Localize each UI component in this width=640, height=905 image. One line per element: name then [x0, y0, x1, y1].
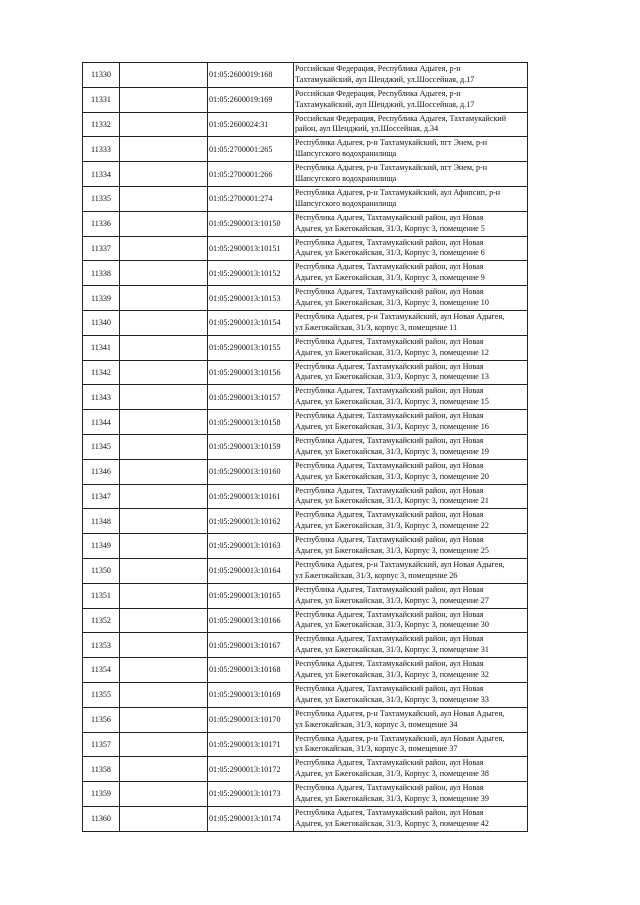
row-number-cell: 11333 [83, 137, 120, 162]
empty-cell [120, 63, 208, 88]
row-number-cell: 11332 [83, 112, 120, 137]
address-line: Адыгея, ул Бжегокайская, 31/3, Корпус 3, помещение 27 [295, 595, 489, 605]
row-number-cell: 11336 [83, 211, 120, 236]
cadastral-number-cell: 01:05:2900013:10160 [208, 459, 294, 484]
table-row [83, 63, 528, 88]
cadastral-number-cell: 01:05:2900013:10158 [208, 410, 294, 435]
cadastral-number-cell: 01:05:2900013:10166 [208, 608, 294, 633]
row-number-cell: 11357 [83, 732, 120, 757]
empty-cell [120, 360, 208, 385]
cadastral-number-cell: 01:05:2900013:10169 [208, 682, 294, 707]
empty-cell [120, 137, 208, 162]
address-line: Республика Адыгея, р-н Тахтамукайский, аул Новая Адыгея, [295, 312, 505, 322]
address-line: Республика Адыгея, р-н Тахтамукайский, аул Новая Адыгея, [295, 560, 505, 570]
address-cell [294, 707, 528, 732]
address-cell [294, 286, 528, 311]
row-number-cell: 11330 [83, 63, 120, 88]
cadastral-number-cell: 01:05:2900013:10173 [208, 782, 294, 807]
address-line: Республика Адыгея, Тахтамукайский район, аул Новая [295, 510, 484, 520]
row-number-cell: 11340 [83, 310, 120, 335]
address-line: Республика Адыгея, Тахтамукайский район, аул Новая [295, 287, 484, 297]
address-line: Адыгея, ул Бжегокайская, 31/3, Корпус 3, помещение 31 [295, 645, 489, 655]
address-line: Республика Адыгея, Тахтамукайский район, аул Новая [295, 634, 484, 644]
address-line: Российская Федерация, Республика Адыгея, Тахтамукайский [295, 113, 507, 123]
row-number-cell: 11353 [83, 633, 120, 658]
address-line: Российская Федерация, Республика Адыгея, р-н [295, 64, 461, 74]
address-line: Республика Адыгея, Тахтамукайский район, аул Новая [295, 783, 484, 793]
address-line: Адыгея, ул Бжегокайская, 31/3, Корпус 3, помещение 9 [295, 273, 485, 283]
address-line: Республика Адыгея, Тахтамукайский район, аул Новая [295, 361, 484, 371]
cadastral-number-cell: 01:05:2900013:10155 [208, 335, 294, 360]
empty-cell [120, 534, 208, 559]
address-cell [294, 484, 528, 509]
address-cell [294, 137, 528, 162]
address-cell [294, 335, 528, 360]
address-line: Республика Адыгея, р-н Тахтамукайский, пгт Энем, р-н [295, 138, 488, 148]
address-line: Республика Адыгея, р-н Тахтамукайский, аул Новая Адыгея, [295, 708, 505, 718]
table-row [83, 87, 528, 112]
address-line: Шапсугского водохранилища [295, 149, 397, 159]
table-row [83, 137, 528, 162]
row-number-cell: 11331 [83, 87, 120, 112]
cadastral-number-cell: 01:05:2900013:10161 [208, 484, 294, 509]
empty-cell [120, 211, 208, 236]
row-number-cell: 11350 [83, 558, 120, 583]
table-row [83, 385, 528, 410]
address-line: Адыгея, ул Бжегокайская, 31/3, Корпус 3, помещение 10 [295, 298, 489, 308]
address-line: Республика Адыгея, Тахтамукайский район, аул Новая [295, 436, 484, 446]
row-number-cell: 11351 [83, 583, 120, 608]
address-cell [294, 782, 528, 807]
address-line: Адыгея, ул Бжегокайская, 31/3, Корпус 3, помещение 39 [295, 794, 489, 803]
cadastral-number-cell: 01:05:2700001:265 [208, 137, 294, 162]
address-cell [294, 211, 528, 236]
table-row [83, 186, 528, 211]
cadastral-number-cell: 01:05:2900013:10168 [208, 658, 294, 683]
table-row [83, 261, 528, 286]
empty-cell [120, 87, 208, 112]
row-number-cell: 11348 [83, 509, 120, 534]
table-row [83, 162, 528, 187]
address-line: ул Бжегокайская, 31/3, корпус 3, помещение 11 [295, 322, 458, 332]
cadastral-number-cell: 01:05:2900013:10150 [208, 211, 294, 236]
row-number-cell: 11345 [83, 434, 120, 459]
row-number-cell: 11359 [83, 782, 120, 807]
empty-cell [120, 707, 208, 732]
cadastral-number-cell: 01:05:2700001:274 [208, 186, 294, 211]
address-line: Республика Адыгея, Тахтамукайский район, аул Новая [295, 659, 484, 669]
address-line: Адыгея, ул Бжегокайская, 31/3, Корпус 3, помещение 20 [295, 471, 489, 481]
table-row [83, 112, 528, 137]
row-number-cell: 11339 [83, 286, 120, 311]
address-cell [294, 162, 528, 187]
address-cell [294, 112, 528, 137]
empty-cell [120, 484, 208, 509]
empty-cell [120, 682, 208, 707]
empty-cell [120, 385, 208, 410]
cadastral-number-cell: 01:05:2600019:168 [208, 63, 294, 88]
empty-cell [120, 558, 208, 583]
address-cell [294, 608, 528, 633]
address-line: Адыгея, ул Бжегокайская, 31/3, Корпус 3, помещение 5 [295, 223, 485, 233]
cadastral-number-cell: 01:05:2600019:169 [208, 87, 294, 112]
address-line: Адыгея, ул Бжегокайская, 31/3, Корпус 3, помещение 30 [295, 620, 489, 630]
cadastral-number-cell: 01:05:2700001:266 [208, 162, 294, 187]
address-line: Республика Адыгея, Тахтамукайский район, аул Новая [295, 212, 484, 222]
address-cell [294, 63, 528, 88]
address-line: Российская Федерация, Республика Адыгея, р-н [295, 88, 461, 98]
row-number-cell: 11358 [83, 757, 120, 782]
address-line: Адыгея, ул Бжегокайская, 31/3, Корпус 3, помещение 19 [295, 446, 489, 456]
empty-cell [120, 658, 208, 683]
address-cell [294, 583, 528, 608]
address-line: Республика Адыгея, Тахтамукайский район, аул Новая [295, 411, 484, 421]
row-number-cell: 11343 [83, 385, 120, 410]
empty-cell [120, 186, 208, 211]
row-number-cell: 11354 [83, 658, 120, 683]
empty-cell [120, 732, 208, 757]
table-row [83, 732, 528, 757]
address-line: Республика Адыгея, Тахтамукайский район, аул Новая [295, 808, 484, 817]
empty-cell [120, 633, 208, 658]
cadastral-number-cell: 01:05:2900013:10170 [208, 707, 294, 732]
address-cell [294, 410, 528, 435]
address-line: ул Бжегокайская, 31/3, корпус 3, помещение 37 [295, 744, 458, 754]
table-row [83, 757, 528, 782]
address-line: Адыгея, ул Бжегокайская, 31/3, Корпус 3, помещение 38 [295, 769, 489, 779]
row-number-cell: 11360 [83, 806, 120, 831]
table-row [83, 534, 528, 559]
address-cell [294, 87, 528, 112]
address-cell [294, 633, 528, 658]
cadastral-number-cell: 01:05:2600024:31 [208, 112, 294, 137]
address-line: Адыгея, ул Бжегокайская, 31/3, Корпус 3, помещение 6 [295, 248, 485, 258]
empty-cell [120, 286, 208, 311]
address-cell [294, 360, 528, 385]
address-line: Шапсугского водохранилища [295, 198, 397, 208]
table-row [83, 434, 528, 459]
table-row [83, 707, 528, 732]
address-line: Республика Адыгея, Тахтамукайский район, аул Новая [295, 684, 484, 694]
cadastral-number-cell: 01:05:2900013:10162 [208, 509, 294, 534]
table-row [83, 608, 528, 633]
empty-cell [120, 806, 208, 831]
document-page [82, 62, 527, 832]
address-line: район, аул Шенджий, ул.Шоссейная, д.34 [295, 124, 439, 134]
empty-cell [120, 509, 208, 534]
cadastral-number-cell: 01:05:2900013:10157 [208, 385, 294, 410]
address-line: ул Бжегокайская, 31/3, корпус 3, помещение 26 [295, 570, 458, 580]
table-row [83, 360, 528, 385]
empty-cell [120, 310, 208, 335]
row-number-cell: 11342 [83, 360, 120, 385]
address-line: Республика Адыгея, р-н Тахтамукайский, пгт Энем, р-н [295, 163, 488, 173]
empty-cell [120, 434, 208, 459]
row-number-cell: 11347 [83, 484, 120, 509]
table-row [83, 310, 528, 335]
table-row [83, 633, 528, 658]
address-cell [294, 310, 528, 335]
address-cell [294, 459, 528, 484]
cadastral-number-cell: 01:05:2900013:10151 [208, 236, 294, 261]
row-number-cell: 11346 [83, 459, 120, 484]
table-row [83, 583, 528, 608]
address-cell [294, 434, 528, 459]
address-cell [294, 236, 528, 261]
address-line: Адыгея, ул Бжегокайская, 31/3, Корпус 3, помещение 12 [295, 347, 489, 357]
address-line: Республика Адыгея, р-н Тахтамукайский, аул Афипсип, р-н [295, 188, 501, 198]
address-line: Адыгея, ул Бжегокайская, 31/3, Корпус 3, помещение 25 [295, 546, 489, 556]
address-cell [294, 558, 528, 583]
table-row [83, 782, 528, 807]
address-cell [294, 757, 528, 782]
address-cell [294, 509, 528, 534]
row-number-cell: 11338 [83, 261, 120, 286]
empty-cell [120, 757, 208, 782]
address-line: Республика Адыгея, р-н Тахтамукайский, аул Новая Адыгея, [295, 733, 505, 743]
table-row [83, 484, 528, 509]
address-line: Республика Адыгея, Тахтамукайский район, аул Новая [295, 237, 484, 247]
table-row [83, 806, 528, 831]
row-number-cell: 11341 [83, 335, 120, 360]
cadastral-number-cell: 01:05:2900013:10167 [208, 633, 294, 658]
address-line: Адыгея, ул Бжегокайская, 31/3, Корпус 3, помещение 15 [295, 397, 489, 407]
address-line: Республика Адыгея, Тахтамукайский район, аул Новая [295, 485, 484, 495]
address-line: Адыгея, ул Бжегокайская, 31/3, Корпус 3, помещение 13 [295, 372, 489, 382]
address-cell [294, 385, 528, 410]
cadastral-number-cell: 01:05:2900013:10165 [208, 583, 294, 608]
table-row [83, 211, 528, 236]
table-row [83, 410, 528, 435]
address-line: Шапсугского водохранилища [295, 174, 397, 184]
cadastral-number-cell: 01:05:2900013:10172 [208, 757, 294, 782]
address-line: Республика Адыгея, Тахтамукайский район, аул Новая [295, 584, 484, 594]
address-line: Республика Адыгея, Тахтамукайский район, аул Новая [295, 336, 484, 346]
table-row [83, 335, 528, 360]
cadastral-number-cell: 01:05:2900013:10174 [208, 806, 294, 831]
address-line: Адыгея, ул Бжегокайская, 31/3, Корпус 3, помещение 16 [295, 422, 489, 432]
table-row [83, 658, 528, 683]
address-cell [294, 658, 528, 683]
address-line: Тахтамукайский, аул Шенджий, ул.Шоссейная, д.17 [295, 99, 475, 109]
property-table-body [83, 63, 528, 832]
table-row [83, 236, 528, 261]
cadastral-number-cell: 01:05:2900013:10152 [208, 261, 294, 286]
address-cell [294, 534, 528, 559]
property-table [82, 62, 528, 832]
address-line: Республика Адыгея, Тахтамукайский район, аул Новая [295, 609, 484, 619]
address-line: Адыгея, ул Бжегокайская, 31/3, Корпус 3, помещение 22 [295, 521, 489, 531]
address-line: Адыгея, ул Бжегокайская, 31/3, Корпус 3, помещение 42 [295, 818, 489, 828]
empty-cell [120, 236, 208, 261]
table-row [83, 682, 528, 707]
address-line: Республика Адыгея, Тахтамукайский район, аул Новая [295, 262, 484, 272]
address-line: Республика Адыгея, Тахтамукайский район, аул Новая [295, 460, 484, 470]
cadastral-number-cell: 01:05:2900013:10156 [208, 360, 294, 385]
address-line: Республика Адыгея, Тахтамукайский район, аул Новая [295, 758, 484, 768]
row-number-cell: 11356 [83, 707, 120, 732]
cadastral-number-cell: 01:05:2900013:10159 [208, 434, 294, 459]
table-row [83, 459, 528, 484]
empty-cell [120, 410, 208, 435]
address-line: Адыгея, ул Бжегокайская, 31/3, Корпус 3, помещение 21 [295, 496, 489, 506]
address-cell [294, 186, 528, 211]
cadastral-number-cell: 01:05:2900013:10164 [208, 558, 294, 583]
address-cell [294, 806, 528, 831]
row-number-cell: 11334 [83, 162, 120, 187]
address-cell [294, 732, 528, 757]
table-row [83, 509, 528, 534]
cadastral-number-cell: 01:05:2900013:10153 [208, 286, 294, 311]
address-line: Адыгея, ул Бжегокайская, 31/3, Корпус 3, помещение 33 [295, 694, 489, 704]
empty-cell [120, 112, 208, 137]
cadastral-number-cell: 01:05:2900013:10171 [208, 732, 294, 757]
empty-cell [120, 459, 208, 484]
row-number-cell: 11355 [83, 682, 120, 707]
address-cell [294, 682, 528, 707]
row-number-cell: 11352 [83, 608, 120, 633]
empty-cell [120, 162, 208, 187]
row-number-cell: 11335 [83, 186, 120, 211]
address-cell [294, 261, 528, 286]
empty-cell [120, 782, 208, 807]
row-number-cell: 11349 [83, 534, 120, 559]
address-line: Республика Адыгея, Тахтамукайский район, аул Новая [295, 386, 484, 396]
cadastral-number-cell: 01:05:2900013:10163 [208, 534, 294, 559]
address-line: Адыгея, ул Бжегокайская, 31/3, Корпус 3, помещение 32 [295, 670, 489, 680]
table-row [83, 558, 528, 583]
row-number-cell: 11344 [83, 410, 120, 435]
address-line: ул Бжегокайская, 31/3, корпус 3, помещение 34 [295, 719, 458, 729]
empty-cell [120, 335, 208, 360]
empty-cell [120, 583, 208, 608]
cadastral-number-cell: 01:05:2900013:10154 [208, 310, 294, 335]
table-row [83, 286, 528, 311]
address-line: Республика Адыгея, Тахтамукайский район, аул Новая [295, 535, 484, 545]
address-line: Тахтамукайский, аул Шенджий, ул.Шоссейная, д.17 [295, 74, 475, 84]
empty-cell [120, 608, 208, 633]
empty-cell [120, 261, 208, 286]
row-number-cell: 11337 [83, 236, 120, 261]
